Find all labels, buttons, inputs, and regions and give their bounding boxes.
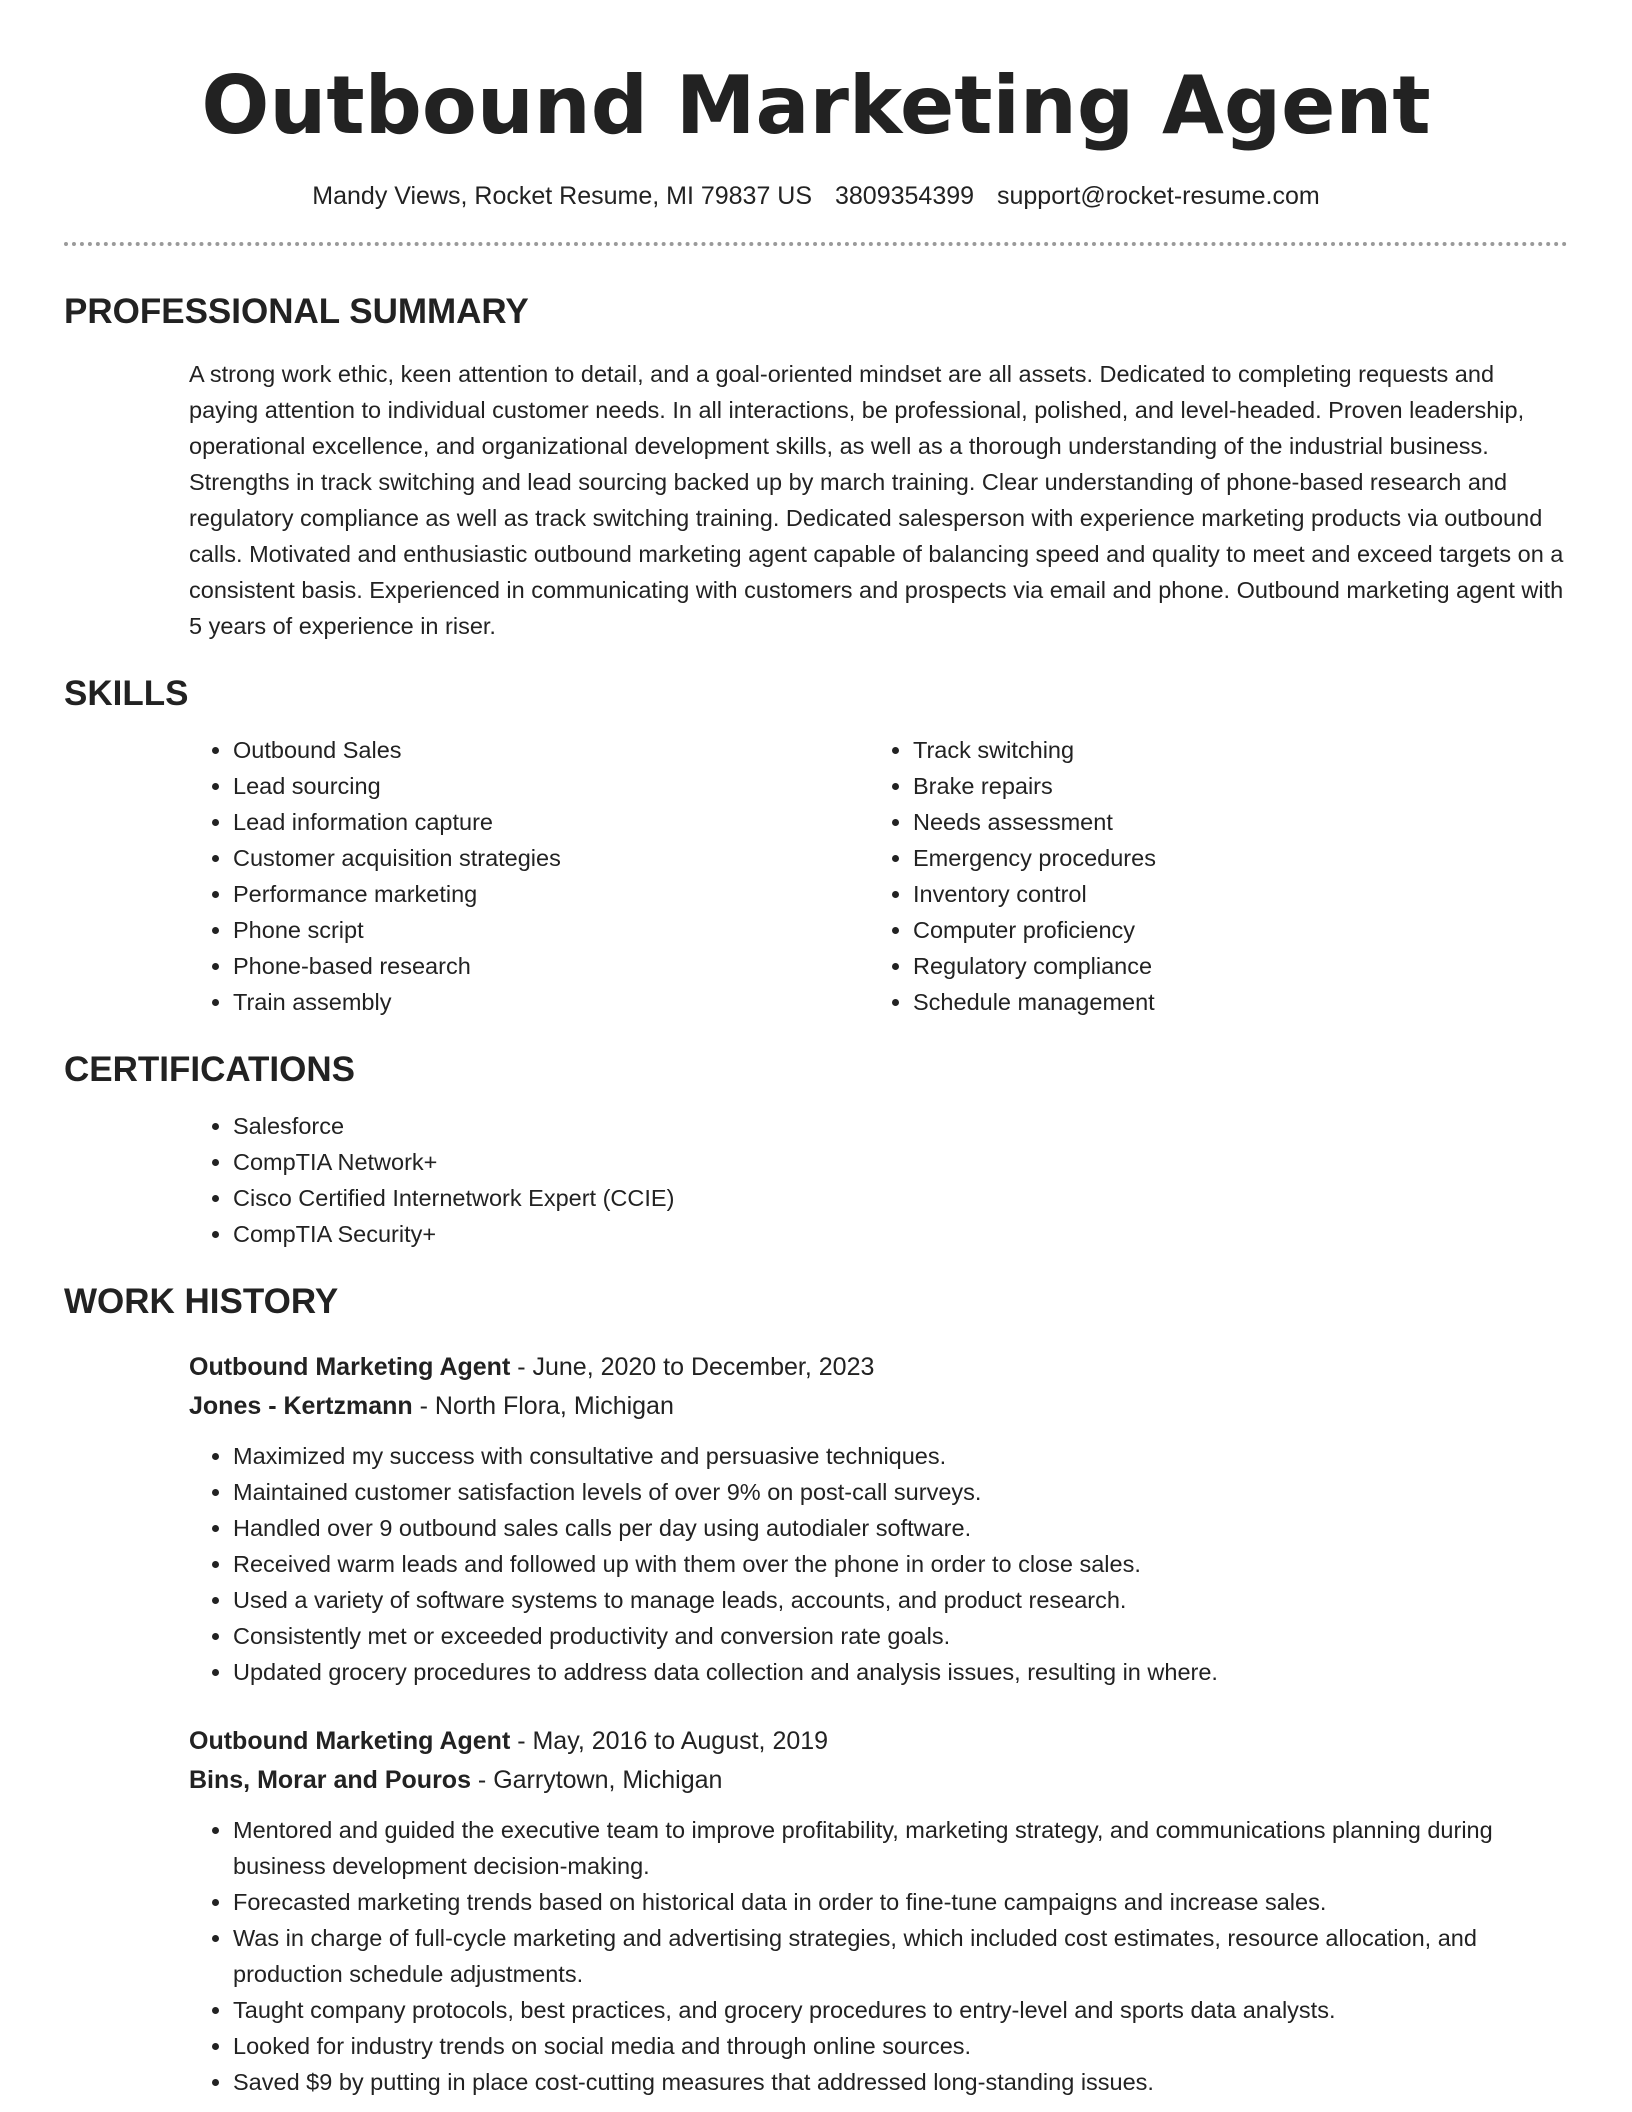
certification-item: • Cisco Certified Internetwork Expert (CCIE) [233,1180,1632,1216]
contact-line [0,180,1632,212]
job-location: - Garrytown, Michigan [470,1766,723,1794]
skill-item: • Inventory control [913,876,1156,912]
job-company-line [189,1761,1568,1800]
header-divider [64,242,1568,246]
job-bullet: • Maximized my success with consultative and persuasive techniques. [233,1438,1568,1474]
job-bullet: • Consistently met or exceeded productivity and conversion rate goals. [233,1618,1568,1654]
job-company-line [189,1387,1568,1426]
skill-item: • Computer proficiency [913,912,1156,948]
job-bullet: • Forecasted marketing trends based on historical data in order to fine-tune campaigns and increase sales. [233,1884,1568,1920]
skill-item: • Customer acquisition strategies [233,840,869,876]
contact-address: Mandy Views, Rocket Resume, MI 79837 US [312,182,813,210]
certifications-heading: CERTIFICATIONS [64,1050,356,1089]
skill-item: • Lead sourcing [233,768,869,804]
summary-text: A strong work ethic, keen attention to detail, and a goal-oriented mindset are all assets. Dedicated to completing requests and paying attention to individual customer needs. In all interactions, be professional, polished, and level-headed. Proven leadership, operational excellence, and organizational development skills, as well as a thorough understanding of the industrial business. Strengths in track switching and lead sourcing backed up by march training. Clear understanding of phone-based research and regulatory compliance as well as track switching training. Dedicated salesperson with experience marketing products via outbound calls. Motivated and enthusiastic outbound marketing agent capable of balancing speed and quality to meet and exceed targets on a consistent basis. Experienced in communicating with customers and prospects via email and phone. Outbound marketing agent with 5 years of experience in riser. [189,361,1564,639]
summary-heading: PROFESSIONAL SUMMARY [64,292,529,331]
job-company: Jones - Kertzmann [189,1392,413,1420]
skill-item: • Outbound Sales [233,732,869,768]
job-bullets [189,1438,1568,1690]
skill-item: • Track switching [913,732,1156,768]
job-bullet: • Received warm leads and followed up with them over the phone in order to close sales. [233,1546,1568,1582]
skill-item: • Phone script [233,912,869,948]
skill-item: • Brake repairs [913,768,1156,804]
job-bullet: • Used a variety of software systems to manage leads, accounts, and product research. [233,1582,1568,1618]
contact-phone: 3809354399 [835,182,975,210]
resume-header [0,0,1632,212]
job-title-line [189,1722,1568,1761]
job-bullet: • Taught company protocols, best practices, and grocery procedures to entry-level and sports data analysts. [233,1992,1568,2028]
job-bullet: • Looked for industry trends on social media and through online sources. [233,2028,1568,2064]
job-dates: - June, 2020 to December, 2023 [510,1353,875,1381]
certification-item: • CompTIA Security+ [233,1216,1632,1252]
job-bullets [189,1812,1568,2100]
job-company: Bins, Morar and Pouros [189,1766,471,1794]
skills-right-list [869,732,1156,1020]
skill-item: • Regulatory compliance [913,948,1156,984]
certifications-list [189,1108,1632,1252]
certification-item: • CompTIA Network+ [233,1144,1632,1180]
resume-title: Outbound Marketing Agent [201,59,1431,152]
skill-item: • Lead information capture [233,804,869,840]
contact-email: support@rocket-resume.com [997,182,1320,210]
skill-item: • Emergency procedures [913,840,1156,876]
skill-item: • Schedule management [913,984,1156,1020]
job-title: Outbound Marketing Agent [189,1727,511,1755]
job-title-line [189,1348,1568,1387]
job-bullet: • Handled over 9 outbound sales calls per day using autodialer software. [233,1510,1568,1546]
job-bullet: • Mentored and guided the executive team to improve profitability, marketing strategy, and communications planning during business development decision-making. [233,1812,1568,1884]
job-entry [189,1348,1568,1690]
job-title: Outbound Marketing Agent [189,1353,511,1381]
job-dates: - May, 2016 to August, 2019 [510,1727,829,1755]
skill-item: • Performance marketing [233,876,869,912]
skills-columns [0,732,1632,1020]
skills-left-list [189,732,869,1020]
skill-item: • Train assembly [233,984,869,1020]
work-history-heading: WORK HISTORY [64,1282,339,1321]
job-bullet: • Was in charge of full-cycle marketing and advertising strategies, which included cost estimates, resource allocation, and production schedule adjustments. [233,1920,1568,1992]
job-entry [189,1722,1568,2100]
job-bullet: • Saved $9 by putting in place cost-cutting measures that addressed long-standing issues. [233,2064,1568,2100]
job-location: - North Flora, Michigan [412,1392,674,1420]
skill-item: • Phone-based research [233,948,869,984]
skill-item: • Needs assessment [913,804,1156,840]
job-bullet: • Maintained customer satisfaction levels of over 9% on post-call surveys. [233,1474,1568,1510]
skills-heading: SKILLS [64,674,189,713]
job-bullet: • Updated grocery procedures to address data collection and analysis issues, resulting in where. [233,1654,1568,1690]
certification-item: • Salesforce [233,1108,1632,1144]
